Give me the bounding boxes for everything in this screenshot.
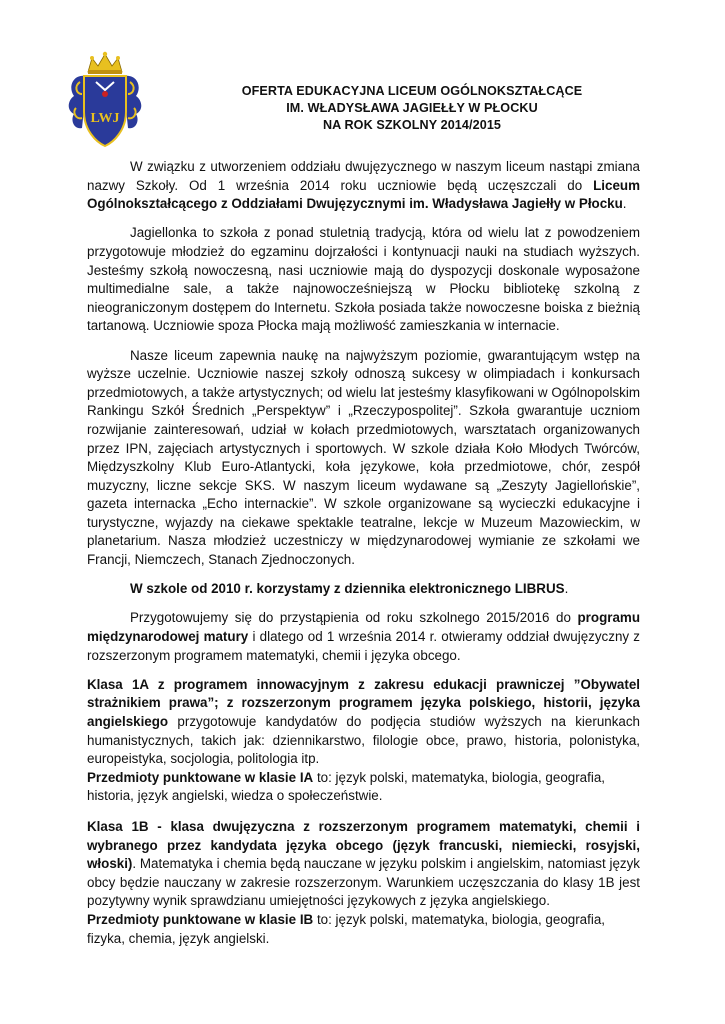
school-crest-logo xyxy=(66,50,144,150)
klasa-1b-subjects-label: Przedmioty punktowane w klasie IB xyxy=(87,911,314,927)
paragraph-name-change: W związku z utworzeniem oddziału dwujęzycznego w naszym liceum nastąpi zmiana nazwy Szkoły. Od 1 września 2014 roku uczniowie będą uczęszczali do Liceum Ogólnokształcącego z Oddziałami Dwujęzycznymi im. Władysława Jagiełły w Płocku. xyxy=(87,159,640,212)
section-klasa-1b: Klasa 1B - klasa dwujęzyczna z rozszerzonym programem matematyki, chemii i wybranego przez kandydata języka obcego (język francuski, niemiecki, rosyjski, włoski). Matematyka i chemia będą nauczane w języku polskim i angielskim, natomiast język obcy będzie nauczany w zakresie rozszerzonym. Warunkiem uczęszczania do klasy 1B jest pozytywny wynik sprawdzianu umiejętności językowych z języka angielskiego. Przedmioty punktowane w klasie IB to: język polski, matematyka, biologia, geografia, fizyka, chemia, język angielski. xyxy=(87,818,640,946)
document-body xyxy=(87,158,640,960)
section-klasa-1a: Klasa 1A z programem innowacyjnym z zakresu edukacji prawniczej ”Obywatel strażnikiem prawa”; z rozszerzonym programem języka polskiego, historii, języka angielskiego przygotowuje kandydatów do podjęcia studiów wyższych na kierunkach humanistycznych, takich jak: dziennikarstwo, filologie obce, prawo, historia, polonistyka, europeistyka, socjologia, politologia itp. Przedmioty punktowane w klasie IA to: język polski, matematyka, biologia, geografia, historia, język angielski, wiedza o społeczeństwie. xyxy=(87,676,640,804)
crest-letters: LWJ xyxy=(90,111,120,126)
paragraph-librus: W szkole od 2010 r. korzystamy z dziennika elektronicznego LIBRUS. xyxy=(130,581,569,597)
header-line-1: OFERTA EDUKACYJNA LICEUM OGÓLNOKSZTAŁCĄCE xyxy=(241,84,583,98)
document-header xyxy=(222,83,602,134)
crown-icon xyxy=(88,52,122,74)
klasa-1b-heading: Klasa 1B - klasa dwujęzyczna z rozszerzonym programem matematyki, chemii i wybranego przez kandydata języka obcego (język francuski, niemiecki, rosyjski, włoski) xyxy=(87,818,640,872)
paragraph-education-level: Nasze liceum zapewnia naukę na najwyższym poziomie, gwarantującym wstęp na wyższe uczelnie. Uczniowie naszej szkoły odnoszą sukcesy w olimpiadach i konkursach przedmiotowych, a także artystycznych; od wielu lat jesteśmy klasyfikowani w Ogólnopolskim Rankingu Szkół Średnich „Perspektyw” i „Rzeczypospolitej”. Szkoła gwarantuje uczniom rozwijanie zainteresowań, udział w kołach przedmiotowych, warsztatach organizowanych przez IPN, zajęciach artystycznych i sportowych. W szkole działa Koło Młodych Twórców, Międzyszkolny Klub Euro-Atlantycki, koła językowe, koła przedmiotowe, chór, zespół muzyczny, liczne sekcje SKS. W naszym liceum wydawane są „Zeszyty Jagiellońskie”, gazeta internacka „Echo internackie”. W szkole organizowane są wycieczki edukacyjne i turystyczne, wyjazdy na ciekawe spektakle teatralne, lekcje w Muzeum Mazowieckim, w planetarium. Nasza młodzież uczestniczy w międzynarodowej wymianie ze szkołami we Francji, Niemczech, Stanach Zjednoczonych. xyxy=(87,347,640,568)
paragraph-tradition: Jagiellonka to szkoła z ponad stuletnią tradycją, która od wielu lat z powodzeniem przygotowuje młodzież do egzaminu dojrzałości i kontynuacji nauki na studiach wyższych. Jesteśmy szkołą nowoczesną, nasi uczniowie mają do dyspozycji doskonale wyposażone multimedialne sale, a także najnowocześniejszą w Płocku bibliotekę szkolną z nieograniczonym dostępem do Internetu. Szkoła posiada także nowoczesne boiska z bieżnią tartanową. Uczniowie spoza Płocka mają możliwość zamieszkania w internacie. xyxy=(87,225,640,334)
header-line-2: IM. WŁADYSŁAWA JAGIEŁŁY W PŁOCKU xyxy=(286,101,538,115)
header-line-3: NA ROK SZKOLNY 2014/2015 xyxy=(322,118,502,132)
paragraph-international-matura: Przygotowujemy się do przystąpienia od roku szkolnego 2015/2016 do programu międzynarodowej matury i dlatego od 1 września 2014 r. otwieramy oddział dwujęzyczny z rozszerzonym programem matematyki, chemii i języka obcego. xyxy=(87,610,641,663)
new-school-name: Liceum Ogólnokształcącego z Oddziałami Dwujęzycznymi im. Władysława Jagiełły w Płocku xyxy=(87,177,640,212)
klasa-1a-subjects-label: Przedmioty punktowane w klasie IA xyxy=(87,769,314,785)
klasa-1a-heading: Klasa 1A z programem innowacyjnym z zakresu edukacji prawniczej ”Obywatel strażnikiem prawa”; z rozszerzonym programem języka polskiego, historii, języka angielskiego xyxy=(87,676,640,729)
